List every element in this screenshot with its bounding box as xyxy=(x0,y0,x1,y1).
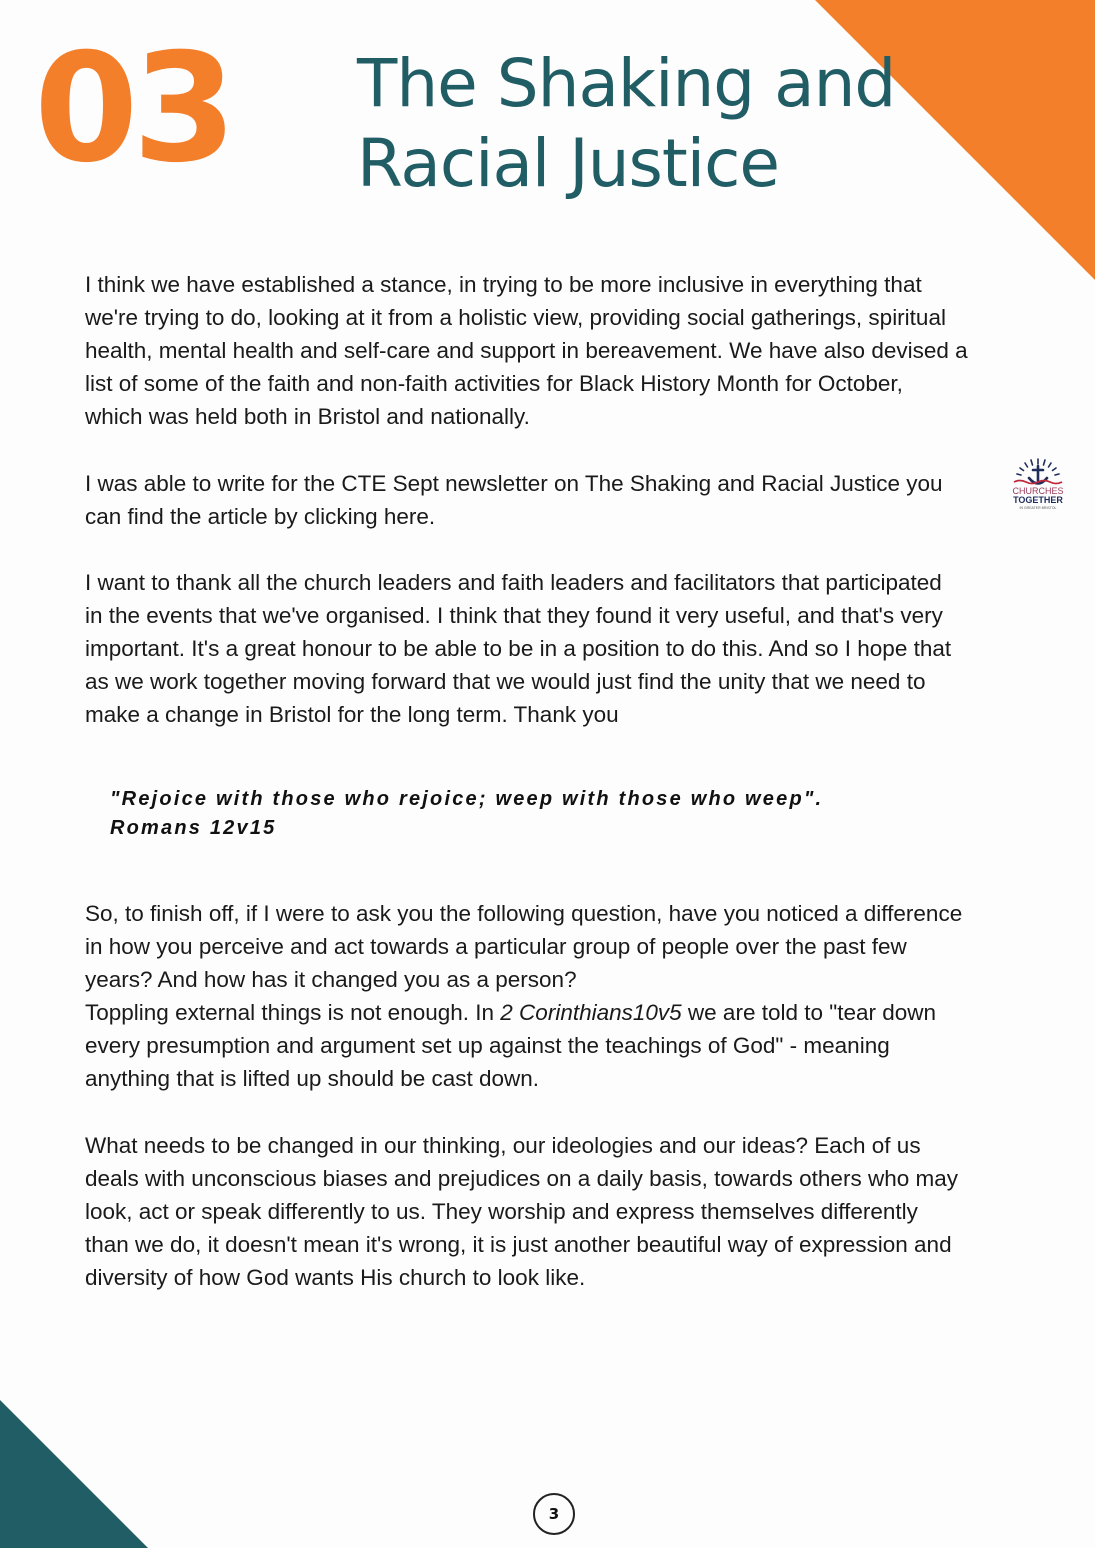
title-line-2: Racial Justice xyxy=(357,125,780,202)
title-line-1: The Shaking and xyxy=(357,45,896,122)
quote-reference: Romans 12v15 xyxy=(110,817,277,839)
text-line: which was held both in Bristol and nationally. xyxy=(85,404,530,429)
text-line: I think we have established a stance, in trying to be more inclusive in everything that xyxy=(85,272,922,297)
text-line: health, mental health and self-care and support in bereavement. We have also devised a xyxy=(85,338,968,363)
paragraph-newsletter xyxy=(85,467,1045,533)
scripture-citation: 2 Corinthians10v5 xyxy=(500,1000,682,1025)
text-line: I was able to write for the CTE Sept newsletter on The Shaking and Racial Justice you xyxy=(85,471,943,496)
text-line: than we do, it doesn't mean it's wrong, it is just another beautiful way of expression and xyxy=(85,1232,952,1257)
section-number: 03 xyxy=(34,22,231,196)
page-number-badge xyxy=(533,1493,575,1535)
text-line: look, act or speak differently to us. They worship and express themselves differently xyxy=(85,1199,918,1224)
text-line: in how you perceive and act towards a particular group of people over the past few xyxy=(85,934,907,959)
page-number: 3 xyxy=(548,1505,560,1523)
text-line: So, to finish off, if I were to ask you the following question, have you noticed a difference xyxy=(85,901,963,926)
text-line: in the events that we've organised. I think that they found it very useful, and that's very xyxy=(85,603,943,628)
quote-text: "Rejoice with those who rejoice; weep with those who weep". xyxy=(110,788,824,810)
teal-corner-decoration xyxy=(0,1400,148,1548)
article-link[interactable]: can find the article by clicking here. xyxy=(85,504,436,529)
page-title xyxy=(357,44,895,204)
text-line-with-citation xyxy=(85,996,1045,1029)
paragraph-thanks xyxy=(85,566,1045,731)
paragraph-change-thinking xyxy=(85,1129,1045,1294)
text-line: What needs to be changed in our thinking, our ideologies and our ideas? Each of us xyxy=(85,1133,921,1158)
text-segment: Toppling external things is not enough. In xyxy=(85,1000,501,1025)
text-line: make a change in Bristol for the long term. Thank you xyxy=(85,702,619,727)
text-line: we're trying to do, looking at it from a holistic view, providing social gatherings, spiritual xyxy=(85,305,946,330)
logo-text-bristol: IN GREATER BRISTOL xyxy=(1019,506,1057,510)
text-segment: we are told to "tear down xyxy=(681,1000,937,1025)
churches-together-logo xyxy=(1010,456,1066,512)
text-line: I want to thank all the church leaders and faith leaders and facilitators that participated xyxy=(85,570,942,595)
paragraph-question xyxy=(85,897,1045,1095)
text-line: anything that is lifted up should be cast down. xyxy=(85,1066,540,1091)
paragraph-inclusive-stance xyxy=(85,268,1045,433)
text-line: years? And how has it changed you as a person? xyxy=(85,967,577,992)
scripture-quote xyxy=(110,785,823,843)
text-line: list of some of the faith and non-faith activities for Black History Month for October, xyxy=(85,371,903,396)
text-line: deals with unconscious biases and prejudices on a daily basis, towards others who may xyxy=(85,1166,958,1191)
logo-text-together: TOGETHER xyxy=(1013,495,1063,505)
text-line: every presumption and argument set up against the teachings of God" - meaning xyxy=(85,1033,890,1058)
text-line: important. It's a great honour to be able to be in a position to do this. And so I hope that xyxy=(85,636,952,661)
logo-text-churches: CHURCHES xyxy=(1012,486,1064,496)
text-line: as we work together moving forward that we would just find the unity that we need to xyxy=(85,669,926,694)
text-line: diversity of how God wants His church to look like. xyxy=(85,1265,586,1290)
